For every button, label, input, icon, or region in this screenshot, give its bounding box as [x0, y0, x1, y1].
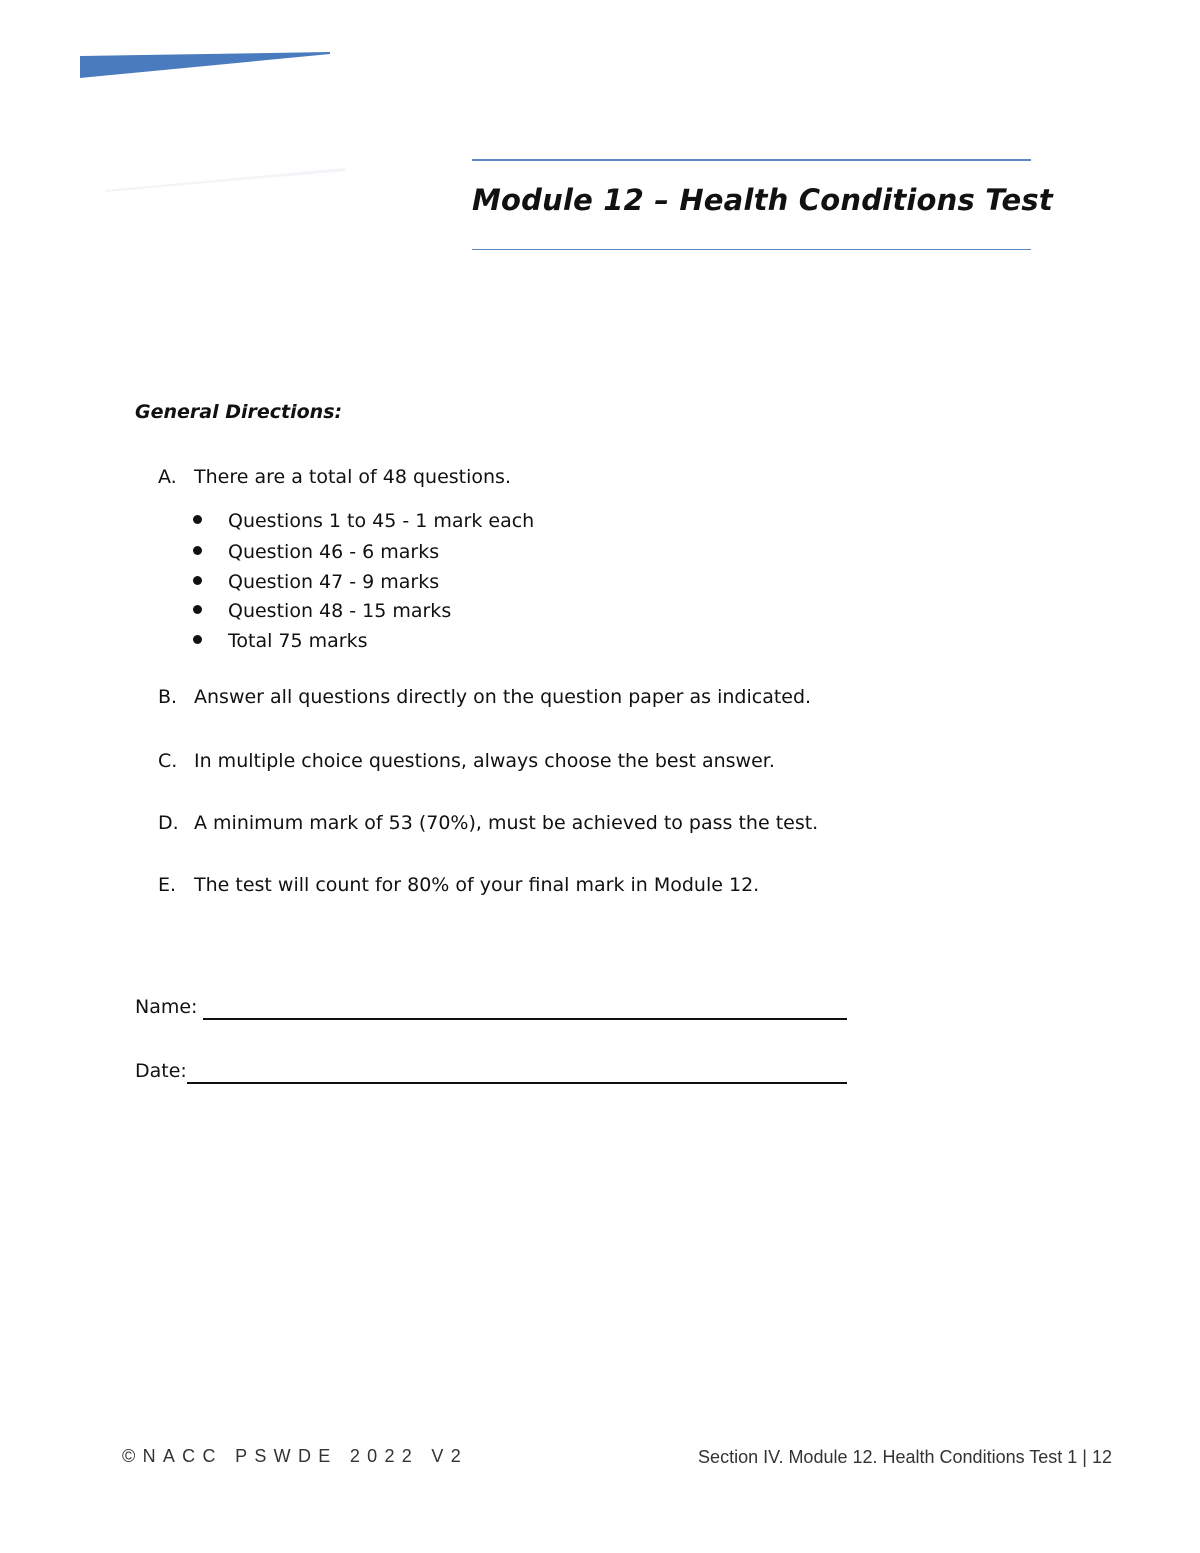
direction-letter: E.	[158, 874, 177, 896]
direction-text: Answer all questions directly on the question paper as indicated.	[194, 686, 812, 708]
direction-text: In multiple choice questions, always choose the best answer.	[194, 750, 775, 772]
direction-item-d	[158, 812, 818, 834]
bullet-dot-icon	[193, 635, 202, 644]
bullet-text: Question 48 - 15 marks	[228, 600, 452, 622]
direction-letter: A.	[158, 466, 177, 488]
bullet-text: Question 46 - 6 marks	[228, 541, 440, 563]
direction-item-a	[158, 466, 511, 488]
direction-letter: C.	[158, 750, 178, 772]
date-input-line[interactable]	[187, 1082, 847, 1084]
date-field	[135, 1060, 187, 1082]
page-title: Module 12 – Health Conditions Test	[472, 183, 1053, 217]
bullet-dot-icon	[193, 576, 202, 585]
name-label: Name:	[135, 996, 198, 1018]
date-label: Date:	[135, 1060, 187, 1082]
bullet-item	[193, 510, 534, 532]
name-input-line[interactable]	[203, 1018, 847, 1020]
bullet-item	[193, 541, 439, 563]
bullet-item	[193, 600, 451, 622]
bullet-dot-icon	[193, 605, 202, 614]
direction-letter: B.	[158, 686, 178, 708]
direction-item-b	[158, 686, 811, 708]
direction-item-e	[158, 874, 759, 896]
direction-text: There are a total of 48 questions.	[194, 466, 511, 488]
header-banner-shape	[80, 52, 330, 78]
faint-decorative-line	[105, 168, 345, 192]
direction-text: The test will count for 80% of your final mark in Module 12.	[194, 874, 760, 896]
footer-page-info: Section IV. Module 12. Health Conditions Test 1 | 12	[698, 1447, 1112, 1467]
bullet-dot-icon	[193, 546, 202, 555]
bullet-item	[193, 630, 368, 652]
directions-heading: General Directions:	[135, 401, 343, 423]
direction-item-c	[158, 750, 775, 772]
bullet-item	[193, 571, 439, 593]
name-field	[135, 996, 197, 1018]
title-rule-top	[472, 159, 1031, 161]
footer-copyright: ©NACC PSWDE 2022 V2	[122, 1446, 469, 1466]
direction-text: A minimum mark of 53 (70%), must be achieved to pass the test.	[194, 812, 819, 834]
bullet-text: Questions 1 to 45 - 1 mark each	[228, 510, 535, 532]
title-rule-bottom	[472, 249, 1031, 250]
direction-letter: D.	[158, 812, 179, 834]
bullet-text: Question 47 - 9 marks	[228, 571, 440, 593]
bullet-text: Total 75 marks	[228, 630, 368, 652]
bullet-dot-icon	[193, 515, 202, 524]
